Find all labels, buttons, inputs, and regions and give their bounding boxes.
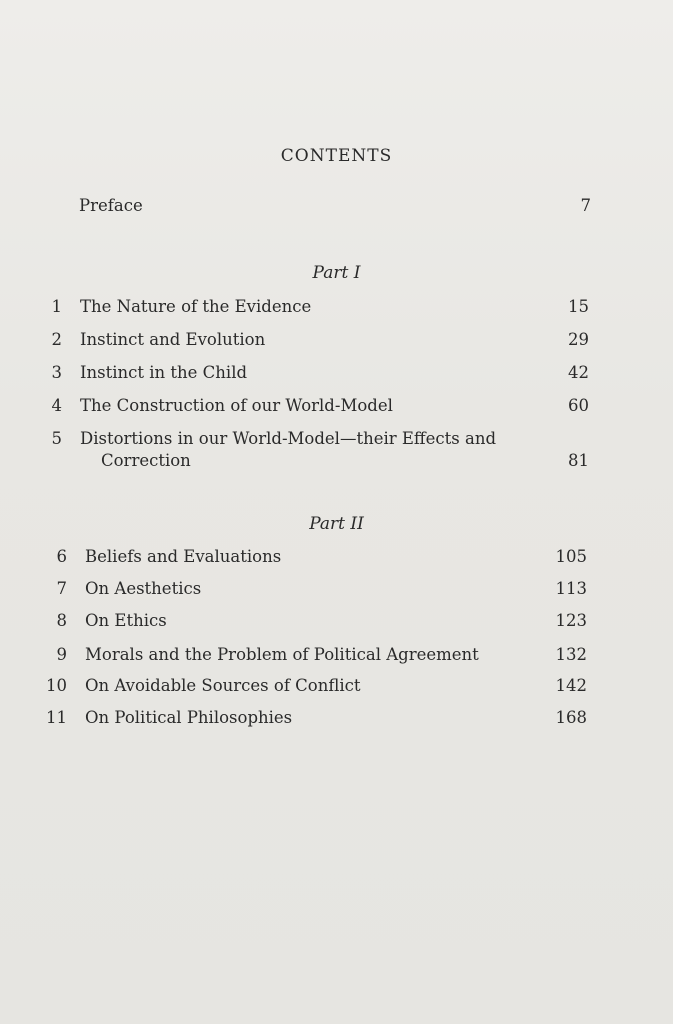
entry-page: 168 [555,708,587,727]
entry-page: 15 [568,297,589,316]
toc-entry [0,708,673,732]
toc-entry [0,429,673,453]
entry-page: 142 [555,676,587,695]
toc-entry [0,330,673,354]
entry-number: 1 [51,297,62,316]
entry-number: 2 [51,330,62,349]
toc-entry [0,363,673,387]
entry-page: 132 [555,645,587,664]
part-one-label: Part I [312,263,361,283]
entry-number: 7 [56,579,67,598]
entry-number: 9 [56,645,67,664]
entry-number: 4 [51,396,62,415]
entry-page: 81 [568,451,589,470]
toc-entry-continuation [0,451,673,475]
entry-page: 29 [568,330,589,349]
entry-page: 113 [555,579,587,598]
toc-entry-preface [0,196,673,220]
toc-entry [0,396,673,420]
entry-title-continued: Correction [101,451,191,470]
entry-title: On Ethics [85,611,167,630]
part-two-label: Part II [309,514,364,534]
entry-page: 105 [555,547,587,566]
entry-number: 6 [56,547,67,566]
entry-title: On Political Philosophies [85,708,293,727]
toc-entry [0,297,673,321]
entry-page: 60 [568,396,589,415]
entry-page: 7 [580,196,591,215]
entry-title: Instinct in the Child [80,363,248,382]
contents-heading: CONTENTS [280,146,393,166]
entry-title: Beliefs and Evaluations [85,547,282,566]
entry-number: 3 [51,363,62,382]
entry-number: 10 [46,676,67,695]
toc-entry [0,579,673,603]
entry-number: 8 [56,611,67,630]
entry-number: 5 [51,429,62,448]
toc-entry [0,611,673,635]
toc-entry [0,547,673,571]
entry-page: 42 [568,363,589,382]
entry-title: Distortions in our World-Model—their Effects and [80,429,497,448]
entry-title: The Construction of our World-Model [80,396,393,415]
entry-title: Instinct and Evolution [80,330,266,349]
entry-title: Morals and the Problem of Political Agreement [85,645,479,664]
entry-title: On Avoidable Sources of Conflict [85,676,361,695]
entry-page: 123 [555,611,587,630]
entry-number: 11 [46,708,67,727]
toc-entry [0,676,673,700]
entry-title: On Aesthetics [85,579,202,598]
entry-title: The Nature of the Evidence [80,297,312,316]
entry-title: Preface [79,196,143,215]
toc-entry [0,645,673,669]
